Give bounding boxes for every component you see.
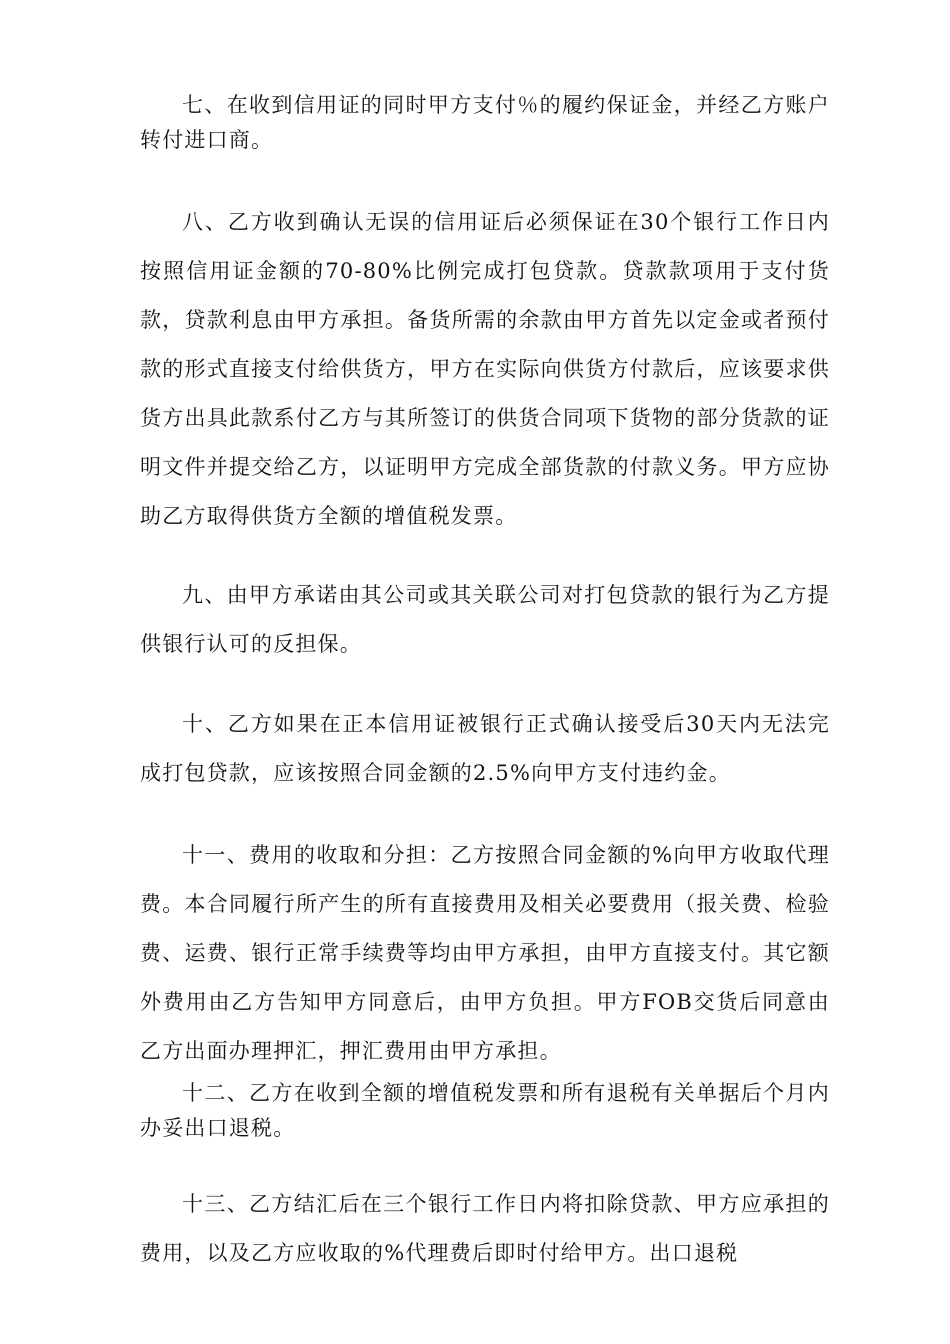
clause-12: 十二、乙方在收到全额的增值税发票和所有退税有关单据后个月内办妥出口退税。: [140, 1081, 830, 1140]
clause-7: 七、在收到信用证的同时甲方支付％的履约保证金，并经乙方账户转付进口商。: [140, 93, 830, 152]
document-page: [140, 88, 830, 1278]
clause-13: 十三、乙方结汇后在三个银行工作日内将扣除贷款、甲方应承担的费用，以及乙方应收取的%代理费后即时付给甲方。出口退税: [140, 1192, 830, 1265]
clause-9: 九、由甲方承诺由其公司或其关联公司对打包贷款的银行为乙方提供银行认可的反担保。: [140, 583, 830, 656]
clause-10: 十、乙方如果在正本信用证被银行正式确认接受后30天内无法完成打包贷款，应该按照合同金额的2.5%向甲方支付违约金。: [140, 712, 830, 785]
clause-8: 八、乙方收到确认无误的信用证后必须保证在30个银行工作日内按照信用证金额的70-80%比例完成打包贷款。贷款款项用于支付货款，贷款利息由甲方承担。备货所需的余款由甲方首先以定金或者预付款的形式直接支付给供货方，甲方在实际向供货方付款后，应该要求供货方出具此款系付乙方与其所签订的供货合同项下货物的部分货款的证明文件并提交给乙方，以证明甲方完成全部货款的付款义务。甲方应协助乙方取得供货方全额的增值税发票。: [140, 210, 830, 528]
clause-11: 十一、费用的收取和分担：乙方按照合同金额的%向甲方收取代理费。本合同履行所产生的所有直接费用及相关必要费用（报关费、检验费、运费、银行正常手续费等均由甲方承担，由甲方直接支付。其它额外费用由乙方告知甲方同意后，由甲方负担。甲方FOB交货后同意由乙方出面办理押汇，押汇费用由甲方承担。: [140, 843, 830, 1063]
